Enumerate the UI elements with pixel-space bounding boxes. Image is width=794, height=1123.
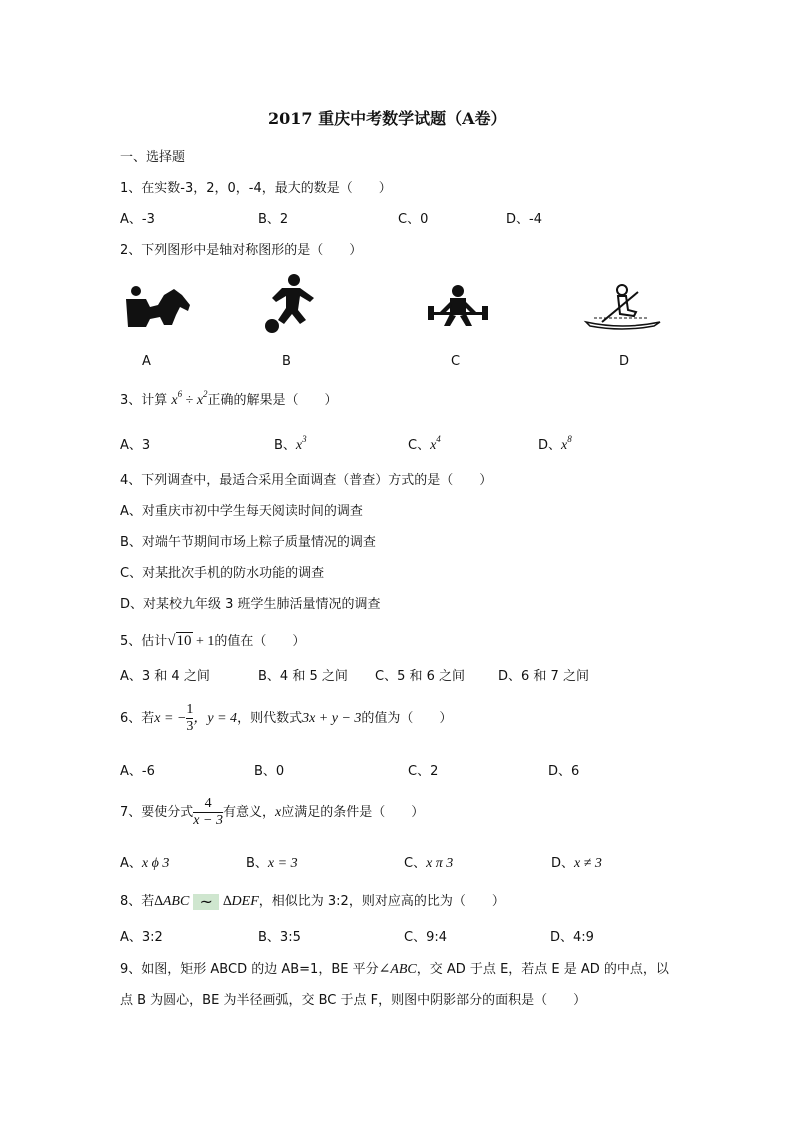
q7-num: 4 — [204, 796, 212, 811]
q3-post: 正确的解果是（ ） — [207, 393, 338, 408]
q3-option-c-base: x — [430, 438, 437, 453]
q7-option-b-expr: x = 3 — [267, 856, 298, 871]
q1-option-b: B、2 — [258, 212, 289, 227]
q3-option-c-label: C、 — [408, 438, 431, 453]
q6-post: 的值为（ ） — [361, 711, 453, 726]
q7-option-d-label: D、 — [551, 856, 575, 871]
q5-option-c: C、5 和 6 之间 — [375, 669, 466, 684]
q3-stem — [120, 389, 338, 409]
q3-exp1: 6 — [177, 389, 183, 399]
q9-line-1 — [120, 958, 669, 978]
soccer-player-icon — [260, 272, 318, 334]
q3-option-a: A、3 — [120, 438, 151, 453]
q7-option-b-label: B、 — [246, 856, 268, 871]
q8-triangle-abc: ∆ABC — [154, 894, 190, 909]
q7-option-b — [246, 852, 298, 872]
section-heading: 一、选择题 — [120, 150, 186, 165]
q5-radicand: 10 — [176, 633, 192, 649]
q6-option-b: B、0 — [254, 764, 285, 779]
q4-option-d: D、对某校九年级 3 班学生肺活量情况的调查 — [120, 597, 381, 612]
q1-stem: 1、在实数-3，2，0，-4，最大的数是（ ） — [120, 181, 392, 196]
q7-option-d — [551, 852, 602, 872]
q6-option-c: C、2 — [408, 764, 439, 779]
q3-option-b-base: x — [295, 438, 303, 453]
q8-post: ，相似比为 3:2，则对应高的比为（ ） — [258, 894, 505, 909]
q7-stem — [120, 796, 424, 829]
q3-option-d-exp: 8 — [567, 434, 572, 444]
q5-plus: + 1 — [192, 634, 215, 649]
q7-var: x — [274, 805, 282, 820]
q6-den: 3 — [186, 719, 194, 734]
q7-option-c — [404, 852, 453, 872]
q8-option-b: B、3:5 — [258, 930, 301, 945]
q8-stem — [120, 890, 505, 910]
q7-option-a — [120, 852, 169, 872]
q8-option-a: A、3:2 — [120, 930, 163, 945]
q9-line-1b: ，交 AD 于点 E，若点 E 是 AD 的中点，以 — [416, 962, 669, 977]
q7-option-c-expr: x π 3 — [426, 856, 454, 871]
q5-stem — [120, 630, 305, 650]
q2-label-a: A — [142, 354, 151, 369]
q2-stem: 2、下列图形中是轴对称图形的是（ ） — [120, 243, 363, 258]
q4-option-b: B、对端午节期间市场上粽子质量情况的调查 — [120, 535, 376, 550]
q9-angle: ∠ABC — [378, 962, 417, 977]
q7-option-d-expr: x ≠ 3 — [574, 856, 602, 871]
q5-option-a: A、3 和 4 之间 — [120, 669, 210, 684]
q6-pre: 6、若 — [120, 711, 155, 726]
q5-sqrt: √10 — [167, 633, 192, 649]
q3-div: ÷ — [182, 393, 197, 408]
q3-option-b-exp: 3 — [302, 434, 307, 444]
q4-stem: 4、下列调查中，最适合采用全面调查（普查）方式的是（ ） — [120, 473, 493, 488]
q3-base2: x — [196, 393, 204, 408]
q5-pre: 5、估计 — [120, 634, 168, 649]
q2-label-d: D — [619, 354, 630, 369]
q3-option-b — [274, 434, 307, 454]
q3-option-c-exp: 4 — [436, 434, 441, 444]
q7-option-a-expr: x ϕ 3 — [141, 856, 170, 871]
q4-option-a: A、对重庆市初中学生每天阅读时间的调查 — [120, 504, 363, 519]
q3-pre: 3、计算 — [120, 393, 172, 408]
q6-mid: ，则代数式 — [237, 711, 303, 726]
q5-option-d: D、6 和 7 之间 — [498, 669, 589, 684]
q1-option-c: C、0 — [398, 212, 429, 227]
q3-exp2: 2 — [203, 389, 208, 399]
page-title: 2017 重庆中考数学试题（A卷） — [268, 109, 507, 128]
q3-option-d-base: x — [561, 438, 568, 453]
rower-icon — [578, 282, 666, 332]
q7-post: 应满足的条件是（ ） — [281, 805, 425, 820]
q2-label-c: C — [451, 354, 461, 369]
q3-base1: x — [171, 393, 178, 408]
horse-rider-icon — [124, 285, 196, 331]
q6-num: 1 — [186, 702, 194, 717]
q7-den: x − 3 — [193, 813, 223, 828]
q6-xeq: x = − — [154, 711, 187, 726]
q9-line-1a: 9、如图，矩形 ABCD 的边 AB=1，BE 平分 — [120, 962, 379, 977]
q1-option-a: A、-3 — [120, 212, 155, 227]
q8-similar-symbol: ~ — [193, 894, 218, 910]
q1-option-d: D、-4 — [506, 212, 542, 227]
q8-option-c: C、9:4 — [404, 930, 447, 945]
q3-option-d — [538, 434, 572, 454]
q3-option-c — [408, 434, 441, 454]
q3-option-b-label: B、 — [274, 438, 296, 453]
q6-option-a: A、-6 — [120, 764, 155, 779]
q4-option-c: C、对某批次手机的防水功能的调查 — [120, 566, 325, 581]
q5-post: 的值在（ ） — [214, 634, 306, 649]
q6-expr: 3x + y − 3 — [302, 711, 362, 726]
q2-label-b: B — [282, 354, 291, 369]
q3-option-d-label: D、 — [538, 438, 562, 453]
q7-fraction — [193, 796, 223, 829]
q5-option-b: B、4 和 5 之间 — [258, 669, 348, 684]
q7-mid: 有意义， — [222, 805, 275, 820]
q6-stem — [120, 702, 452, 735]
q6-option-d: D、6 — [548, 764, 580, 779]
q6-yeq: ，y = 4 — [193, 711, 238, 726]
q8-option-d: D、4:9 — [550, 930, 594, 945]
q9-line-2: 点 B 为圆心，BE 为半径画弧，交 BC 于点 F，则图中阴影部分的面积是（ ） — [120, 993, 587, 1008]
q7-pre: 7、要使分式 — [120, 805, 194, 820]
q7-option-a-label: A、 — [120, 856, 142, 871]
q7-option-c-label: C、 — [404, 856, 427, 871]
q8-pre: 8、若 — [120, 894, 155, 909]
weightlifter-icon — [426, 284, 490, 328]
q8-triangle-def: ∆DEF — [222, 894, 259, 909]
